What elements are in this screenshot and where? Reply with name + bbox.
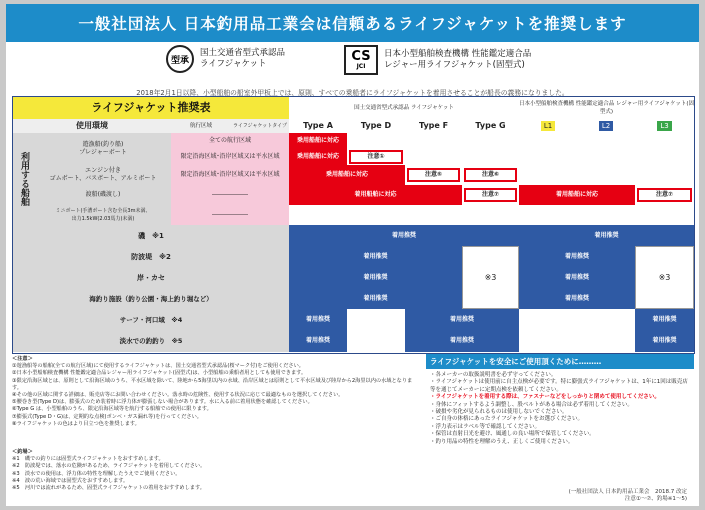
safety-item: ・浮力表示はラベル等で確認してください。	[430, 423, 541, 430]
safety-item: ・保管は直射日光を避け、風通しの良い場所で保管してください。	[430, 431, 595, 438]
row-kishi: 岸・カセ	[13, 267, 289, 288]
sakura-seal-icon: 型承	[166, 45, 194, 73]
footnote-item: ※3 淡水での使用は、浮力体の特性を理解したうえでご使用ください。	[12, 470, 181, 477]
cell-star3-b: ※3	[635, 246, 694, 309]
cell-note7-a: 注意⑦	[464, 188, 517, 202]
safety-panel	[426, 354, 694, 504]
row-fishpond: 海釣り施設（釣り公園・海上釣り堀など）	[13, 288, 289, 309]
type-header: ライフジャケットタイプ	[231, 119, 289, 133]
footer-line2: 注意①～⑦、釣場※1～5)	[624, 496, 687, 502]
table-title: ライフジャケット推奨表	[13, 97, 289, 119]
route-all: 全ての航行区域	[171, 133, 289, 149]
footer-line1: (一般社団法人 日本釣用品工業会 2018.7 改定	[568, 489, 687, 495]
cell-river-rec2: 着用推奨	[405, 330, 519, 352]
cert-jci	[344, 45, 531, 75]
cell-star3-a: ※3	[462, 246, 519, 309]
cell-note5: 注意⑤	[407, 168, 460, 182]
cert-mlit-line2: ライフジャケット	[200, 59, 267, 69]
cs-jci-logo-icon	[344, 45, 378, 75]
banner-title: 一般社団法人 日本釣用品工業会は信頼あるライフジャケットを推奨します	[6, 4, 699, 42]
note-item: ⑥Type G は、小型船舶のうち、限定沿海区域等を航行する船舶での使用に限ります。	[12, 406, 212, 413]
group1-header: 国土交通省型式承認品 ライフジャケット	[354, 105, 454, 111]
safety-item: ・ライフジャケットは使用前に自主点検が必要です。特に膨張式ライフジャケットは、1年に1回は販売店等を通じてメーカーに定期点検を依頼してください。	[430, 379, 688, 393]
cell-river-rec1: 着用推奨	[289, 330, 347, 352]
note-item: ⑧ライフジャケットの色はより目立つ色を推奨します。	[12, 420, 140, 427]
cell-boat-ok-row3: 着用船舶に対応	[289, 185, 462, 205]
note-item: ⑤腰巻き型(Type D)は、膨張式のため装着時に浮力体が膨張しない場合があります。水に入る前に着用状態を確認してください。	[12, 399, 313, 406]
cs-badge-text: CS	[351, 48, 371, 64]
safety-item: ・破損や劣化が見られるものは使用しないでください。	[430, 409, 568, 416]
level-l3: L3	[657, 121, 671, 131]
row-iso: 磯 ※1	[13, 225, 289, 246]
cert-jci-line1: 日本小型船舶検査機構 性能鑑定適合品	[384, 49, 532, 59]
route-limited: 限定沿海区域･沿岸区域又は平水区域	[171, 149, 289, 165]
cell-boat-ok-a2: 乗用船舶に対応	[289, 149, 347, 165]
level-l2: L2	[599, 121, 613, 131]
cell-fishpond-rec1: 着用推奨	[289, 288, 462, 309]
cell-bouhatei-rec1: 着用推奨	[289, 246, 462, 267]
side-label: 利用する船舶	[13, 133, 35, 225]
cell-boat-ok-a1: 乗用船舶に対応	[289, 133, 347, 149]
row-surf: サーフ・河口域 ※4	[13, 309, 289, 330]
safety-item: ・釣り用品の特性を理解のうえ、正しくご使用ください。	[430, 438, 574, 445]
cell-note1: 注意①	[349, 150, 403, 164]
footer	[569, 489, 687, 503]
row-river: 淡水での釣釣り ※5	[13, 330, 289, 352]
cell-boat-ok-row3b: 着用船舶に対応	[519, 185, 635, 205]
footnote-item: ※2 防波堤では、落水の危険があるため、ライフジャケットを着用してください。	[12, 463, 206, 470]
level-l3-cell	[635, 119, 694, 133]
group2-header: 日本小型船舶検査機構 性能鑑定適合品 レジャー用ライフジャケット(固型式)	[519, 101, 694, 115]
cell-note7-b: 注意⑦	[637, 188, 692, 202]
cell-surf-rec3: 着用推奨	[635, 309, 694, 330]
row-bouhatei: 防波堤 ※2	[13, 246, 289, 267]
safety-title: ライフジャケットを安全にご使用頂くために………	[426, 354, 694, 369]
row-boat4: ミニボート(手漕ボート含む全長3m未満、 出力1.5kW(2.03馬力)未満)	[35, 205, 171, 225]
level-l1-cell	[519, 119, 577, 133]
cell-iso-rec1: 着用推奨	[289, 225, 519, 246]
cell-bouhatei-rec2: 着用推奨	[519, 246, 635, 267]
safety-item: ・各メーカーの取扱説明書を必ず守ってください。	[430, 372, 557, 378]
cell-surf-rec1: 着用推奨	[289, 309, 347, 330]
type-a: Type A	[303, 121, 333, 130]
recommendation-table	[12, 96, 695, 354]
footnote-item: ※5 河川では流れがあるため、固型式ライフジャケットの着用をおすすめします。	[12, 485, 205, 492]
cell-river-rec3: 着用推奨	[635, 330, 694, 352]
cell-iso-rec2: 着用推奨	[519, 225, 694, 246]
notes-title: ＜注意＞	[12, 356, 33, 362]
cell-kishi-rec2: 着用推奨	[519, 267, 635, 288]
row-boat1: 遊漁船(釣り船) プレジャーボート	[35, 133, 171, 165]
note-item: ①遊漁船等の船舶(全ての航行区域)にて使用するライフジャケットは、国土交通省型式承認品(桜マーク付)をご使用ください。	[12, 363, 304, 370]
safety-item: ・身体にフィットするよう調整し、股ベルトがある場合は必ず着用してください。	[430, 401, 633, 408]
route-header: 航行区域	[171, 119, 231, 133]
safety-item: ・ライフジャケットを着用する際は、ファスナーなどをしっかりと閉めて使用してください。	[430, 394, 660, 401]
row-boat2: エンジン付き ゴムボート、バスボート、アルミボート	[35, 165, 171, 185]
type-d: Type D	[360, 121, 392, 130]
cert-mlit	[166, 45, 285, 73]
cell-boat-ok-row2: 乗用船舶に対応	[289, 165, 405, 185]
cell-fishpond-rec2: 着用推奨	[519, 288, 635, 309]
notes-block	[12, 356, 422, 428]
cell-kishi-rec1: 着用推奨	[289, 267, 462, 288]
level-l2-cell	[577, 119, 635, 133]
level-l1: L1	[541, 121, 555, 131]
type-f: Type F	[418, 121, 449, 130]
route-dash2: ――――――	[171, 205, 289, 225]
route-limited2: 限定沿海区域･沿岸区域又は平水区域	[171, 165, 289, 185]
notice-line: 2018年2月1日以降、小型船舶の船室外甲板上では、原則、すべての乗船者にライフジャケットを着用させることが船長の義務になりました。	[136, 89, 569, 97]
sheet	[6, 4, 699, 506]
use-env-header: 使用環境	[13, 119, 171, 133]
cert-jci-line2: レジャー用ライフジャケット(固型式)	[384, 60, 525, 70]
cell-surf-rec2: 着用推奨	[405, 309, 519, 330]
safety-item: ・ご自身の体格にあったライフジャケットをお選びください。	[430, 416, 584, 423]
route-dash1: ――――――	[171, 185, 289, 205]
footnotes-title: ＜釣場＞	[12, 449, 33, 455]
cell-note6: 注意⑥	[464, 168, 517, 182]
cell-boat4-blank	[289, 205, 694, 225]
footnote-item: ※4 波の荒い海域では固型式をおすすめします。	[12, 477, 129, 484]
jci-badge-text: JCI	[356, 62, 366, 70]
note-item: ⑦膨張式(Type D・G)は、定期的な点検(ボンベ・ガス漏れ等)を行ってください。	[12, 413, 202, 420]
type-g: Type G	[475, 121, 506, 130]
note-item: ④その他の区域に関する詳細は、販売店等にお問い合わせください。落水時の危険性、使用する状況に応じて最適なものを選択してください。	[12, 392, 344, 399]
row-boat3: 渡船(磯渡し)	[35, 185, 171, 205]
footnotes-block	[12, 449, 422, 492]
note-item: ③限定沿海区域とは、原則として沿海区域のうち、平水区域を除いて、陸地から5海里以内の水域、沿岸区域とは原則として平水区域及び陸岸から2海里以内の水域となります。	[12, 377, 413, 391]
cert-mlit-line1: 国土交通省型式承認品	[200, 48, 286, 58]
note-item: ②日本小型船舶検査機構 性能鑑定適合品レジャー用ライフジャケット(固型式)は、小型船舶の乗船者用としても使用できます。	[12, 370, 307, 377]
footnote-item: ※1 磯での釣りには固型式ライフジャケットをおすすめします。	[12, 456, 164, 463]
